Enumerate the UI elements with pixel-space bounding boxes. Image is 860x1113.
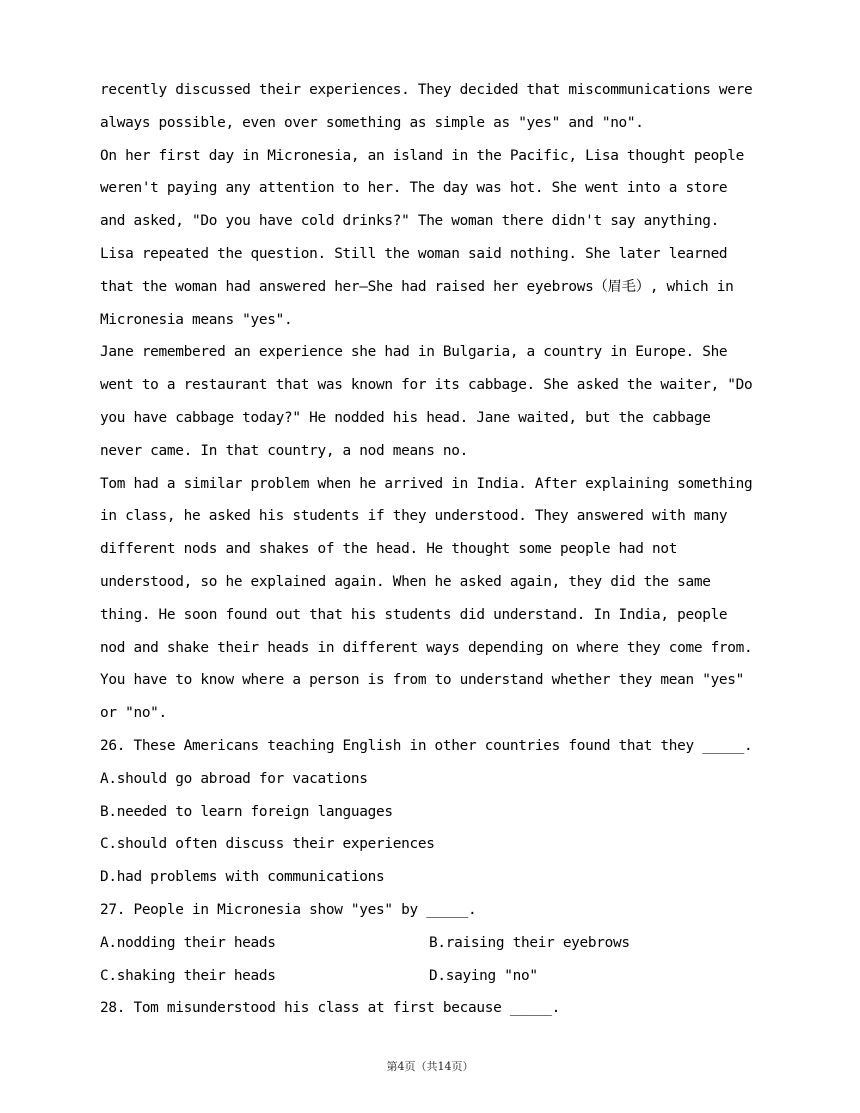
- passage-line: thing. He soon found out that his students did understand. In India, people: [100, 606, 728, 623]
- passage-line: you have cabbage today?" He nodded his head. Jane waited, but the cabbage: [100, 409, 711, 426]
- option-c: C.should often discuss their experiences: [100, 836, 435, 853]
- passage-line: Tom had a similar problem when he arrived in India. After explaining something: [100, 475, 753, 492]
- question-27: [100, 894, 760, 992]
- option-d: D.had problems with communications: [100, 869, 385, 886]
- passage-line: weren't paying any attention to her. The day was hot. She went into a store: [100, 180, 728, 197]
- question-26: [100, 730, 760, 894]
- question-stem: 26. These Americans teaching English in other countries found that they _____.: [100, 737, 753, 754]
- page-footer: 第4页（共14页）: [386, 1060, 474, 1073]
- option-b: B.needed to learn foreign languages: [100, 803, 393, 820]
- question-stem: 28. Tom misunderstood his class at first because _____.: [100, 1000, 561, 1017]
- passage-line: On her first day in Micronesia, an island in the Pacific, Lisa thought people: [100, 147, 745, 164]
- passage-line: You have to know where a person is from to understand whether they mean "yes": [100, 672, 745, 689]
- option-a: A.nodding their heads: [100, 934, 276, 951]
- passage-line: went to a restaurant that was known for its cabbage. She asked the waiter, "Do: [100, 377, 753, 394]
- question-28: [100, 992, 760, 1025]
- question-stem: 27. People in Micronesia show "yes" by _____.: [100, 901, 477, 918]
- passage-line: in class, he asked his students if they understood. They answered with many: [100, 508, 728, 525]
- options-row: [100, 960, 760, 993]
- passage-line: Lisa repeated the question. Still the woman said nothing. She later learned: [100, 245, 728, 262]
- option-d: D.saying "no": [429, 967, 538, 984]
- passage-line: always possible, even over something as simple as "yes" and "no".: [100, 114, 644, 131]
- passage-line: Jane remembered an experience she had in Bulgaria, a country in Europe. She: [100, 344, 728, 361]
- passage-line: that the woman had answered her—She had raised her eyebrows（眉毛）, which in: [100, 278, 734, 295]
- option-a: A.should go abroad for vacations: [100, 770, 368, 787]
- passage-line: understood, so he explained again. When he asked again, they did the same: [100, 573, 711, 590]
- passage-line: never came. In that country, a nod means no.: [100, 442, 469, 459]
- passage-line: different nods and shakes of the head. He thought some people had not: [100, 541, 678, 558]
- passage-line: nod and shake their heads in different ways depending on where they come from.: [100, 639, 753, 656]
- option-c: C.shaking their heads: [100, 967, 276, 984]
- options-row: [100, 927, 760, 960]
- passage-line: Micronesia means "yes".: [100, 311, 293, 328]
- passage-line: recently discussed their experiences. They decided that miscommunications were: [100, 82, 753, 98]
- reading-passage: [100, 74, 760, 730]
- option-b: B.raising their eyebrows: [429, 934, 630, 951]
- passage-line: and asked, "Do you have cold drinks?" The woman there didn't say anything.: [100, 213, 719, 230]
- passage-line: or "no".: [100, 705, 167, 722]
- page-content: [100, 74, 760, 1025]
